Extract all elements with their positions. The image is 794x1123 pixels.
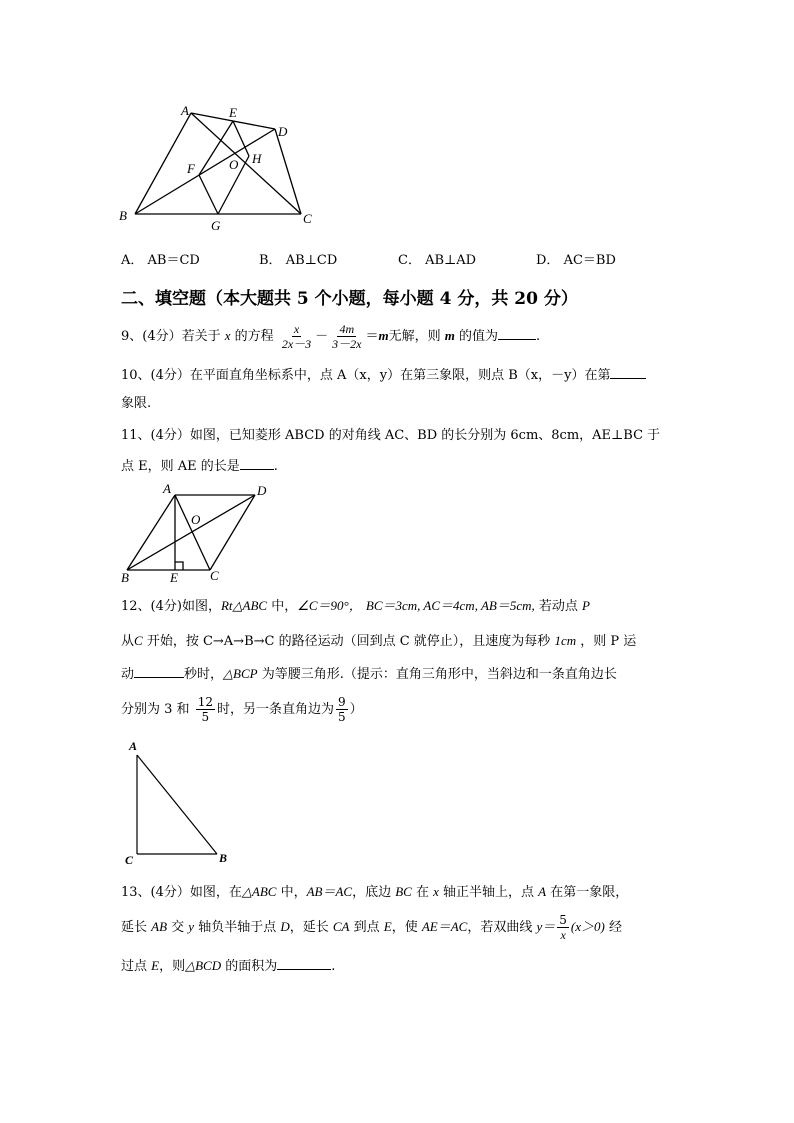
q12-fraction-1: $\frac{12}{5}$ bbox=[197, 695, 213, 724]
edge-AB bbox=[137, 755, 217, 854]
section-title: 二、填空题（本大题共 5 个小题，每小题 4 分，共 20 分） bbox=[121, 289, 578, 309]
option-b-letter: B． bbox=[259, 253, 282, 268]
q9-fraction-1: $\frac{x}{2x-3}$ bbox=[281, 322, 312, 351]
question-12-line-2: 从C 开始，按 C→A→B→C 的路径运动（回到点 C 就停止），且速度为每秒 1cm ，则 P 运 bbox=[121, 633, 637, 649]
label-C: C bbox=[210, 568, 219, 583]
question-11-line-2: 点 E，则 AE 的长是 . bbox=[121, 459, 278, 474]
q12-fraction-2: $\frac{9}{5}$ bbox=[337, 695, 346, 724]
label-A: A bbox=[129, 739, 138, 753]
option-a-letter: A． bbox=[121, 253, 144, 268]
label-E: E bbox=[229, 105, 237, 120]
label-B: B bbox=[119, 208, 127, 223]
label-E: E bbox=[170, 570, 178, 585]
figure-q12 bbox=[120, 735, 240, 870]
question-13-line-2: 延长 AB 交 y 轴负半轴于点 D，延长 CA 到点 E，使 AE＝AC，若双曲线 y＝ $\frac{5}{x}$ (x＞0) 经 bbox=[121, 913, 622, 942]
q11-answer-blank[interactable] bbox=[240, 457, 274, 470]
label-B: B bbox=[219, 851, 228, 865]
q9-m-2: m bbox=[444, 328, 455, 343]
segment-EF bbox=[199, 121, 233, 175]
question-12-line-3: 动 秒时，△BCP 为等腰三角形.（提示：直角三角形中，当斜边和一条直角边长 bbox=[121, 666, 617, 682]
label-O: O bbox=[229, 157, 239, 172]
q9-m: m bbox=[378, 328, 389, 343]
q13-answer-blank[interactable] bbox=[277, 957, 331, 970]
q9-prefix: 9、(4分）若关于 bbox=[121, 329, 225, 344]
option-d-text: AC＝BD bbox=[563, 253, 616, 268]
edge-AB bbox=[127, 495, 175, 570]
label-A: A bbox=[181, 103, 189, 118]
question-12-line-1: 12、(4分)如图，Rt△ABC 中，∠C＝90°， BC＝3cm, AC＝4cm, AB＝5cm, 若动点 P bbox=[121, 598, 590, 614]
q12-answer-blank[interactable] bbox=[134, 665, 184, 678]
option-c[interactable] bbox=[398, 249, 476, 268]
segment-HE bbox=[233, 121, 249, 156]
figure-q11 bbox=[115, 478, 280, 588]
edge-AB bbox=[135, 113, 191, 214]
q9-end: . bbox=[536, 329, 541, 344]
label-A: A bbox=[163, 481, 171, 496]
option-d[interactable] bbox=[536, 249, 616, 268]
figure-q8 bbox=[115, 100, 315, 235]
question-13-line-3: 过点 E，则△BCD 的面积为 . bbox=[121, 958, 336, 974]
option-b-text: AB⊥CD bbox=[285, 253, 338, 268]
label-F: F bbox=[187, 161, 195, 176]
option-d-letter: D． bbox=[536, 253, 560, 268]
label-D: D bbox=[257, 483, 267, 498]
label-O: O bbox=[191, 512, 201, 527]
label-C: C bbox=[303, 211, 312, 226]
question-10-line-1: 10、(4分）在平面直角坐标系中，点 A（x，y）在第三象限，则点 B（x，－y）在第 bbox=[121, 366, 646, 385]
segment-FG bbox=[199, 175, 218, 214]
q9-minus: － bbox=[315, 329, 329, 344]
q9-fraction-2: $\frac{4m}{3-2x}$ bbox=[332, 322, 362, 351]
option-a[interactable] bbox=[121, 249, 200, 268]
label-C: C bbox=[125, 853, 134, 867]
label-G: G bbox=[211, 218, 221, 233]
q9-equals: ＝ bbox=[365, 329, 379, 344]
q9-var-x: x bbox=[224, 328, 231, 343]
question-9 bbox=[121, 322, 540, 351]
question-12-line-4: 分别为 3 和 $\frac{12}{5}$ 时，另一条直角边为 $\frac{9}{5}$ ） bbox=[121, 695, 363, 724]
question-11-line-1: 11、(4分）如图，已知菱形 ABCD 的对角线 AC、BD 的长分别为 6cm、8cm，AE⊥BC 于 bbox=[121, 428, 661, 443]
diagonal-AC bbox=[175, 495, 210, 570]
right-angle-mark bbox=[175, 562, 183, 570]
label-H: H bbox=[252, 151, 262, 166]
q9-tail-1: 无解，则 bbox=[388, 329, 445, 344]
q9-tail-2: 的值为 bbox=[454, 329, 499, 344]
question-13-line-1: 13、(4分）如图，在△ABC 中，AB＝AC，底边 BC 在 x 轴正半轴上，点 A 在第一象限， bbox=[121, 884, 629, 900]
diagonal-BD bbox=[127, 495, 255, 570]
question-10-line-2: 象限. bbox=[121, 396, 152, 411]
option-c-text: AB⊥AD bbox=[425, 253, 477, 268]
q9-answer-blank[interactable] bbox=[498, 327, 536, 340]
label-D: D bbox=[278, 124, 288, 139]
q9-mid: 的方程 bbox=[230, 329, 274, 344]
q13-fraction: $\frac{5}{x}$ bbox=[559, 913, 567, 942]
option-b[interactable] bbox=[259, 249, 337, 268]
q10-answer-blank[interactable] bbox=[610, 366, 646, 379]
edge-CD bbox=[210, 495, 255, 570]
option-c-letter: C． bbox=[398, 253, 421, 268]
option-a-text: AB＝CD bbox=[147, 253, 200, 268]
label-B: B bbox=[121, 570, 129, 585]
